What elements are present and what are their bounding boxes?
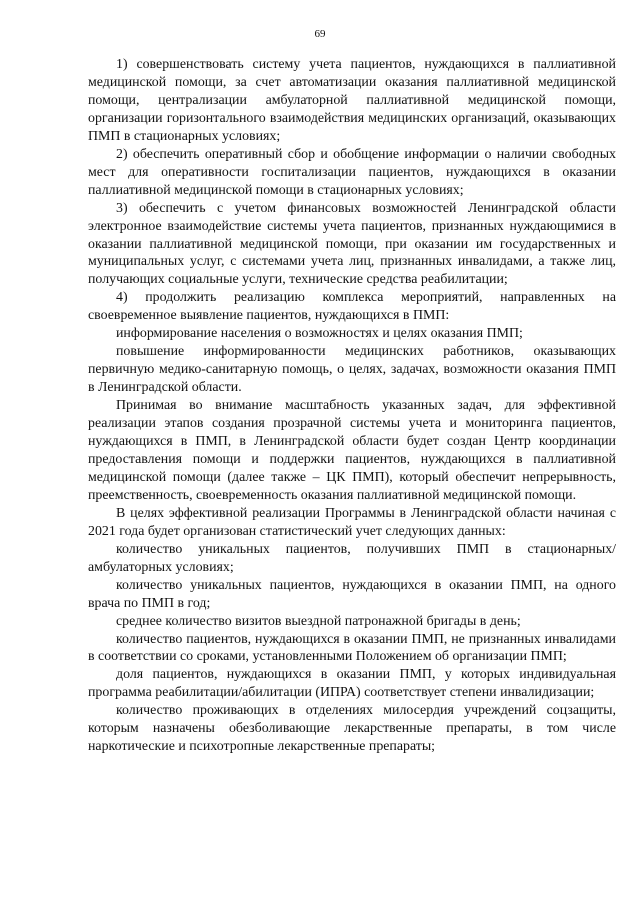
paragraph: 3) обеспечить с учетом финансовых возможностей Ленинградской области электронное взаимодействие системы учета пациентов, признанных нуждающимися в оказании паллиативной медицинской помощи, при оказании им государственных и муниципальных услуг, с системами учета лиц, признанных инвалидами, а также лиц, получающих социальные услуги, технические средства реабилитации; (88, 200, 616, 288)
paragraph: доля пациентов, нуждающихся в оказании ПМП, у которых индивидуальная программа реабилитации/абилитации (ИПРА) соответствует степени инвалидизации; (88, 667, 616, 701)
paragraph: 2) обеспечить оперативный сбор и обобщение информации о наличии свободных мест для оперативности госпитализации пациентов, нуждающихся в оказании паллиативной медицинской помощи в стационарных условиях; (88, 146, 616, 198)
paragraph: количество уникальных пациентов, нуждающихся в оказании ПМП, на одного врача по ПМП в год; (88, 577, 616, 611)
paragraph: Принимая во внимание масштабность указанных задач, для эффективной реализации этапов создания прозрачной системы учета и мониторинга пациентов, нуждающихся в ПМП, в Ленинградской области будет создан Центр координации предоставления помощи и поддержки пациентов, нуждающихся в паллиативной медицинской помощи (далее также – ЦК ПМП), который обеспечит непрерывность, преемственность, своевременность оказания паллиативной медицинской помощи. (88, 398, 616, 503)
page-number: 69 (314, 28, 326, 40)
paragraph: 1) совершенствовать систему учета пациентов, нуждающихся в паллиативной медицинской помощи, за счет автоматизации оказания паллиативной медицинской помощи, централизации амбулаторной паллиативной медицинской помощи, организации горизонтального взаимодействия медицинских организаций, оказывающих ПМП в стационарных условиях; (88, 57, 616, 144)
paragraph: 4) продолжить реализацию комплекса мероприятий, направленных на своевременное выявление пациентов, нуждающихся в ПМП: (88, 290, 616, 324)
paragraph: среднее количество визитов выездной патронажной бригады в день; (116, 613, 521, 629)
body-text (88, 56, 616, 756)
paragraph: количество уникальных пациентов, получивших ПМП в стационарных/ амбулаторных условиях; (88, 541, 616, 575)
paragraph: количество проживающих в отделениях милосердия учреждений соцзащиты, которым назначены обезболивающие лекарственные препараты, в том числе наркотические и психотропные лекарственные препараты; (88, 703, 616, 755)
paragraph: В целях эффективной реализации Программы в Ленинградской области начиная с 2021 года будет организован статистический учет следующих данных: (88, 505, 616, 539)
paragraph: информирование населения о возможностях и целях оказания ПМП; (116, 326, 523, 342)
paragraph: количество пациентов, нуждающихся в оказании ПМП, не признанных инвалидами в соответствии со сроками, установленными Положением об организации ПМП; (88, 631, 616, 665)
paragraph: повышение информированности медицинских работников, оказывающих первичную медико-санитарную помощь, о целях, задачах, возможности оказания ПМП в Ленинградской области. (88, 344, 616, 396)
